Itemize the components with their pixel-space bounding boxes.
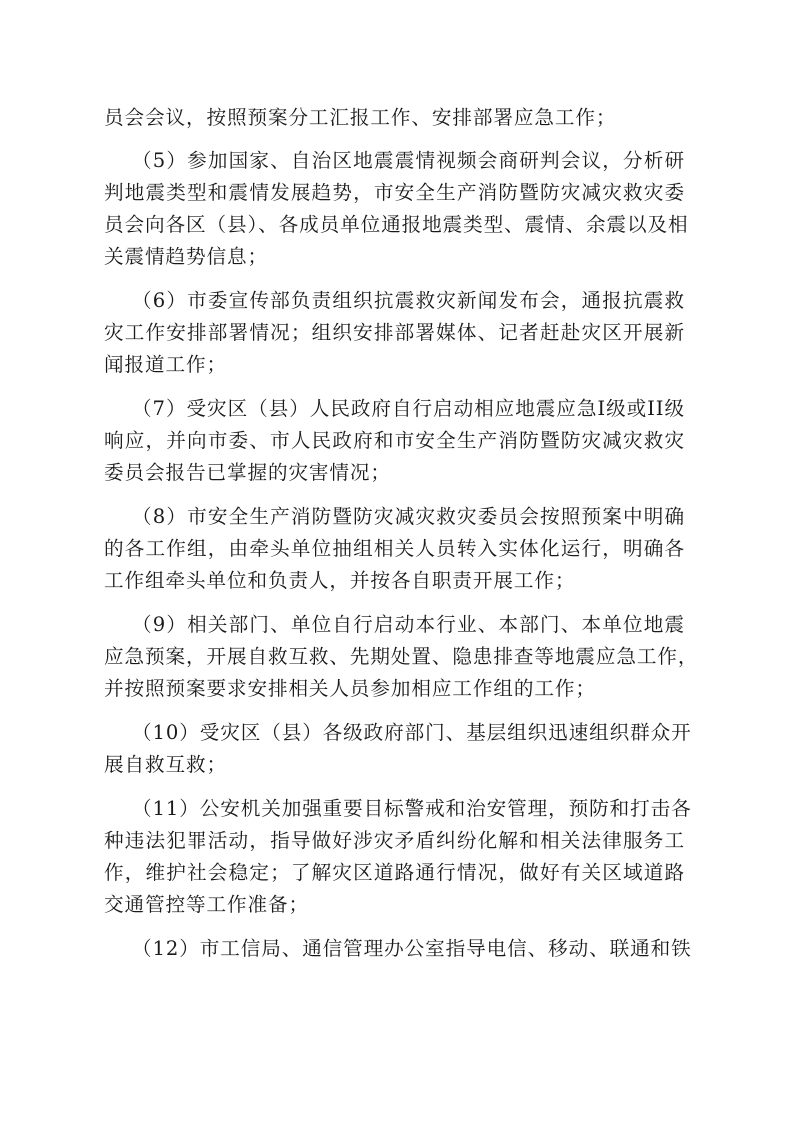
text-line: 员会会议，按照预案分工汇报工作、安排部署应急工作； [104, 106, 617, 129]
text-line: （11）公安机关加强重要目标警戒和治安管理，预防和打击各 [132, 797, 692, 820]
text-line: 展自救互救； [104, 753, 227, 776]
text-line: 关震情趋势信息； [104, 245, 268, 268]
text-line: 响应，并向市委、市人民政府和市安全生产消防暨防灾减灾救灾 [104, 429, 685, 452]
paragraph-item-10 [104, 717, 692, 781]
paragraph-item-5 [104, 145, 689, 273]
text-line: 灾工作安排部署情况；组织安排部署媒体、记者赶赴灾区开展新 [104, 321, 685, 344]
text-line: （7）受灾区（县）人民政府自行启动相应地震应急I级或II级 [132, 397, 685, 420]
paragraph-item-8 [104, 501, 685, 597]
text-line: 员会向各区（县）、各成员单位通报地震类型、震情、余震以及相 [104, 213, 689, 236]
paragraph-continued [104, 102, 685, 134]
text-line: 应急预案，开展自救互救、先期处置、隐患排查等地震应急工作， [104, 645, 699, 668]
text-line: （6）市委宣传部负责组织抗震救灾新闻发布会，通报抗震救 [132, 289, 685, 312]
text-line: 种违法犯罪活动，指导做好涉灾矛盾纠纷化解和相关法律服务工 [104, 829, 685, 852]
paragraph-item-7 [104, 393, 685, 489]
text-line: 并按照预案要求安排相关人员参加相应工作组的工作； [104, 677, 596, 700]
text-line: （12）市工信局、通信管理办公室指导电信、移动、联通和铁 [132, 937, 692, 960]
text-line: 委员会报告已掌握的灾害情况； [104, 461, 391, 484]
text-line: 的各工作组，由牵头单位抽组相关人员转入实体化运行，明确各 [104, 537, 685, 560]
document-page [104, 102, 699, 977]
paragraph-item-6 [104, 285, 685, 381]
text-line: 作，维护社会稳定；了解灾区道路通行情况，做好有关区域道路 [104, 861, 685, 884]
text-line: 工作组牵头单位和负责人，并按各自职责开展工作； [104, 569, 576, 592]
paragraph-item-11 [104, 793, 692, 921]
text-line: 交通管控等工作准备； [104, 893, 309, 916]
paragraph-item-9 [104, 609, 699, 705]
text-line: 闻报道工作； [104, 353, 227, 376]
text-line: 判地震类型和震情发展趋势，市安全生产消防暨防灾减灾救灾委 [104, 181, 685, 204]
text-line: （10）受灾区（县）各级政府部门、基层组织迅速组织群众开 [132, 721, 692, 744]
text-line: （9）相关部门、单位自行启动本行业、本部门、本单位地震 [132, 613, 685, 636]
text-line: （8）市安全生产消防暨防灾减灾救灾委员会按照预案中明确 [132, 505, 685, 528]
text-line: （5）参加国家、自治区地震震情视频会商研判会议，分析研 [132, 149, 685, 172]
paragraph-item-12 [104, 933, 692, 965]
